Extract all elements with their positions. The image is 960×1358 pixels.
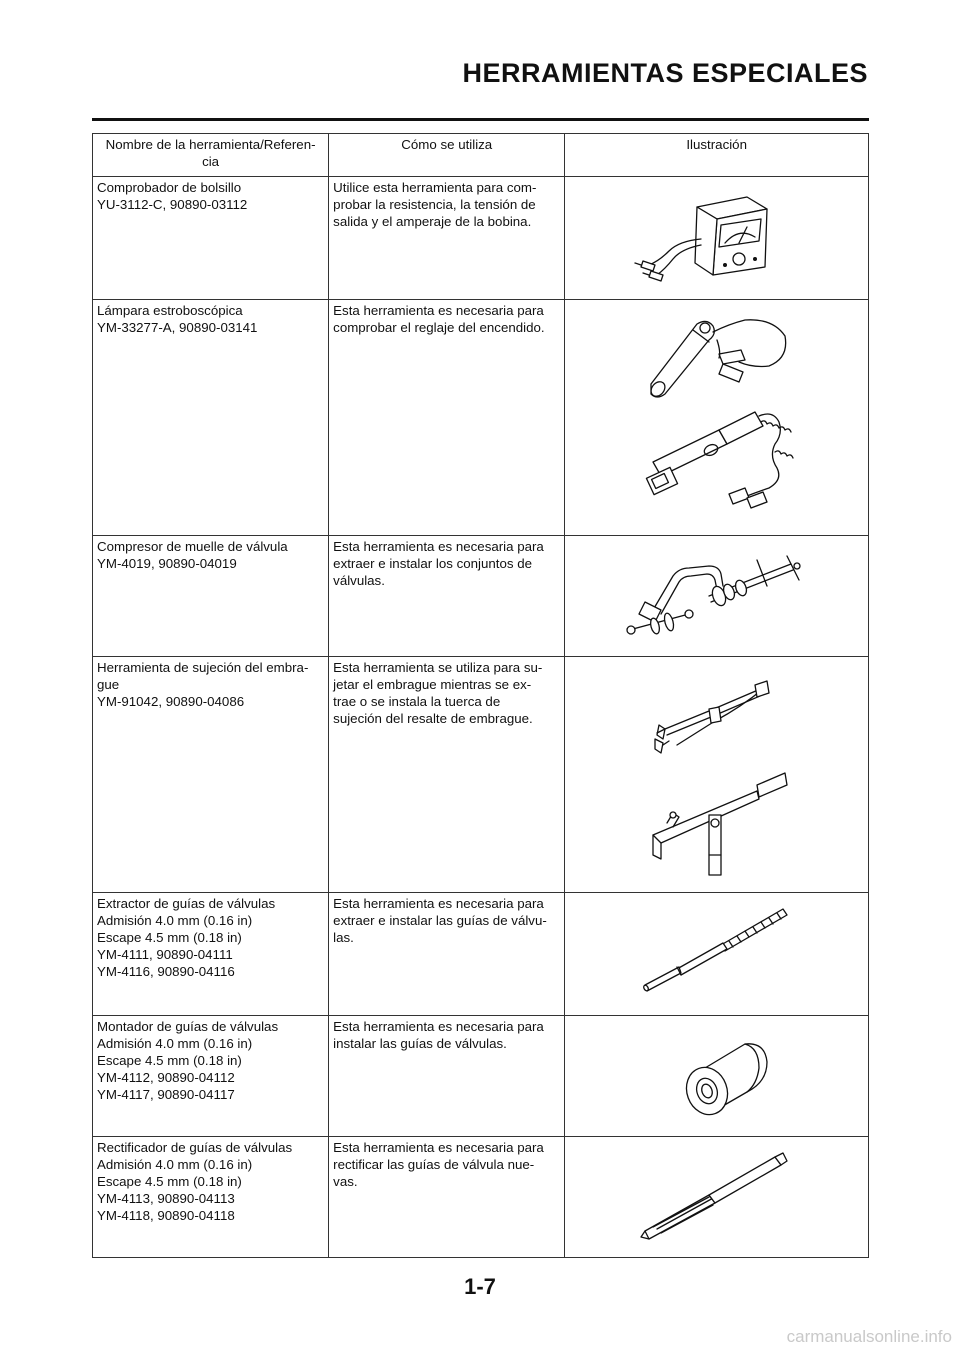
tool-name-cell: Montador de guías de válvulas Admisión 4.0 mm (0.16 in) Escape 4.5 mm (0.18 in) YM-4112, 90890-04112 YM-4117, 90890-04117 — [93, 1016, 329, 1137]
tool-part-number: YM-4118, 90890-04118 — [97, 1208, 235, 1223]
header-tool-name: Nombre de la herramienta/Referen- cia — [93, 134, 329, 177]
table-row — [93, 300, 869, 536]
tool-part-number: YM-33277-A, 90890-03141 — [97, 320, 258, 335]
tool-part-number: YM-4112, 90890-04112 — [97, 1070, 235, 1085]
table-row — [93, 177, 869, 300]
tool-usage-cell: Esta herramienta es necesaria para extraer e instalar los conjuntos de válvulas. — [329, 536, 565, 657]
tool-usage-cell: Esta herramienta es necesaria para instalar las guías de válvulas. — [329, 1016, 565, 1137]
table-row — [93, 893, 869, 1016]
tool-part-number: YM-4019, 90890-04019 — [97, 556, 237, 571]
pocket-tester-icon — [569, 179, 866, 297]
special-tools-table — [92, 133, 869, 1258]
tool-illustration-cell — [565, 893, 869, 1016]
tool-usage-cell: Utilice esta herramienta para com- probar la resistencia, la tensión de salida y el amperaje de la bobina. — [329, 177, 565, 300]
tool-name: Rectificador de guías de válvulas — [97, 1140, 293, 1155]
tool-part-number: YM-91042, 90890-04086 — [97, 694, 245, 709]
header-illustration: Ilustración — [565, 134, 869, 177]
tool-part-number: YM-4113, 90890-04113 — [97, 1191, 235, 1206]
timing-light-icon — [569, 302, 866, 533]
tool-name: Comprobador de bolsillo — [97, 180, 242, 195]
tool-name: Herramienta de sujeción del embra- — [97, 660, 309, 675]
tool-name-cell: Rectificador de guías de válvulas Admisión 4.0 mm (0.16 in) Escape 4.5 mm (0.18 in) YM-4113, 90890-04113 YM-4118, 90890-04118 — [93, 1137, 329, 1258]
table-row — [93, 657, 869, 893]
tool-name-cell — [93, 657, 329, 893]
tool-illustration-cell — [565, 657, 869, 893]
valve-guide-reamer-icon — [569, 1139, 866, 1255]
tool-name-cell: Extractor de guías de válvulas Admisión 4.0 mm (0.16 in) Escape 4.5 mm (0.18 in) YM-4111, 90890-04111 YM-4116, 90890-04116 — [93, 893, 329, 1016]
header-usage: Cómo se utiliza — [329, 134, 565, 177]
watermark: carmanualsonline.info — [786, 1327, 952, 1346]
valve-guide-installer-icon — [569, 1018, 866, 1134]
tool-illustration-cell — [565, 1137, 869, 1258]
tool-name: Compresor de muelle de válvula — [97, 539, 288, 554]
tool-illustration-cell — [565, 536, 869, 657]
tool-illustration-cell — [565, 177, 869, 300]
table-row — [93, 1137, 869, 1258]
tool-name: Extractor de guías de válvulas — [97, 896, 276, 911]
table-row — [93, 1016, 869, 1137]
tool-part-number: YM-4116, 90890-04116 — [97, 964, 235, 979]
tool-usage-cell: Esta herramienta es necesaria para comprobar el reglaje del encendido. — [329, 300, 565, 536]
tool-name-cell — [93, 300, 329, 536]
tool-part-number: YU-3112-C, 90890-03112 — [97, 197, 248, 212]
clutch-holding-tool-icon — [569, 659, 866, 890]
tool-part-number: YM-4117, 90890-04117 — [97, 1087, 235, 1102]
title-rule — [92, 118, 869, 121]
tool-name: Montador de guías de válvulas — [97, 1019, 279, 1034]
page-title: HERRAMIENTAS ESPECIALES — [462, 58, 868, 88]
tool-illustration-cell — [565, 1016, 869, 1137]
tool-name: Lámpara estroboscópica — [97, 303, 243, 318]
tool-name-continued: gue — [97, 677, 120, 692]
page-number: 1-7 — [464, 1274, 496, 1299]
table-row — [93, 536, 869, 657]
tool-name-cell — [93, 177, 329, 300]
tool-usage-cell: Esta herramienta se utiliza para su- jetar el embrague mientras se ex- trae o se instala la tuerca de sujeción del resalte de embrague. — [329, 657, 565, 893]
tool-usage-cell: Esta herramienta es necesaria para extraer e instalar las guías de válvu- las. — [329, 893, 565, 1016]
valve-guide-remover-icon — [569, 895, 866, 1013]
tool-name-cell — [93, 536, 329, 657]
tool-usage-cell: Esta herramienta es necesaria para rectificar las guías de válvula nue- vas. — [329, 1137, 565, 1258]
tool-part-number: YM-4111, 90890-04111 — [97, 947, 233, 962]
tool-illustration-cell — [565, 300, 869, 536]
valve-spring-compressor-icon — [569, 538, 866, 654]
table-header-row — [93, 134, 869, 177]
